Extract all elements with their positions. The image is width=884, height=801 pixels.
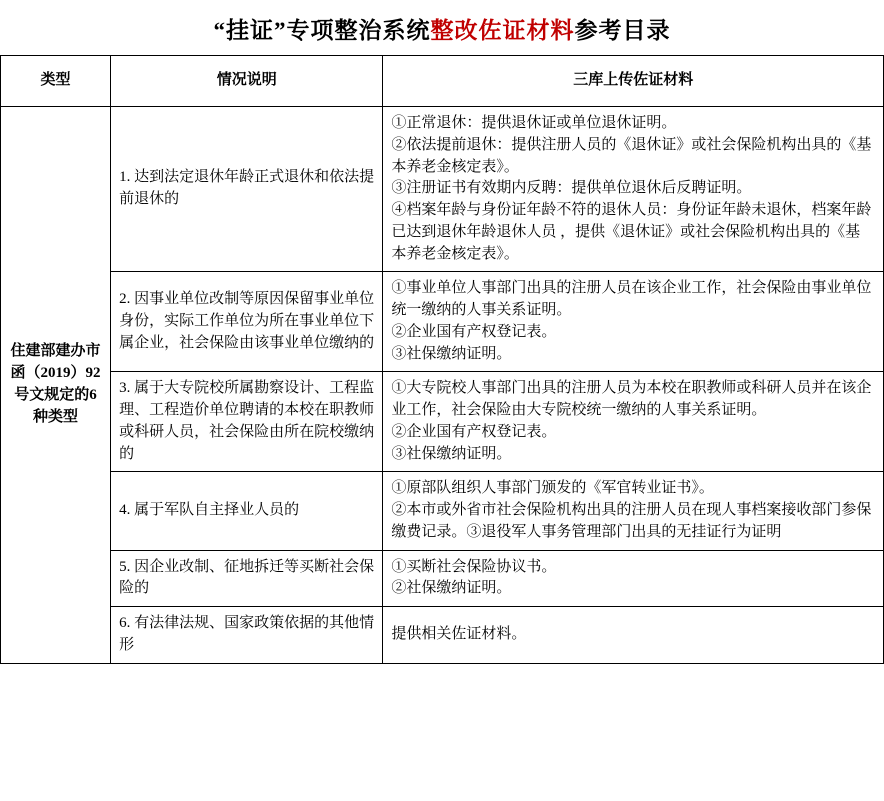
material-line: ①事业单位人事部门出具的注册人员在该企业工作，社会保险由事业单位统一缴纳的人事关系证明。 [391, 280, 872, 318]
table-row [1, 550, 884, 607]
row-description: 2. 因事业单位改制等原因保留事业单位身份，实际工作单位为所在事业单位下属企业，社会保险由该事业单位缴纳的 [111, 272, 383, 372]
column-header-type: 类型 [1, 56, 111, 107]
title-after: 参考目录 [574, 18, 671, 43]
table-row [1, 107, 884, 272]
material-line: ①原部队组织人事部门颁发的《军官转业证书》。 [391, 480, 714, 497]
material-line: ④档案年龄与身份证年龄不符的退休人员：身份证年龄未退休，档案年龄已达到退休年龄退休人员 ，提供《退休证》或社会保险机构出具的《基本养老金核定表》。 [391, 202, 872, 262]
material-line: ③注册证书有效期内反聘：提供单位退休后反聘证明。 [391, 180, 752, 197]
row-materials [383, 272, 884, 372]
material-line: ③社保缴纳证明。 [391, 345, 512, 362]
row-description: 6. 有法律法规、国家政策依据的其他情形 [111, 607, 383, 664]
table-row [1, 272, 884, 372]
evidence-table [0, 55, 884, 664]
material-line: 提供相关佐证材料。 [391, 625, 527, 642]
row-description: 4. 属于军队自主择业人员的 [111, 472, 383, 550]
row-description: 3. 属于大专院校所属勘察设计、工程监理、工程造价单位聘请的本校在职教师或科研人员，社会保险由所在院校缴纳的 [111, 372, 383, 472]
row-description: 5. 因企业改制、征地拆迁等买断社会保险的 [111, 550, 383, 607]
material-line: ②社保缴纳证明。 [391, 580, 512, 597]
table-row [1, 472, 884, 550]
row-materials [383, 107, 884, 272]
column-header-materials: 三库上传佐证材料 [383, 56, 884, 107]
page-title [0, 0, 884, 55]
table-row [1, 607, 884, 664]
row-materials [383, 550, 884, 607]
title-accent: 整改佐证材料 [430, 18, 575, 43]
title-before: “挂证”专项整治系统 [213, 18, 431, 43]
table-header [1, 56, 884, 107]
column-header-description: 情况说明 [111, 56, 383, 107]
table-row [1, 372, 884, 472]
material-line: ②依法提前退休：提供注册人员的《退休证》或社会保险机构出具的《基本养老金核定表》。 [391, 136, 872, 175]
material-line: ②企业国有产权登记表。 [391, 323, 557, 340]
material-line: ②企业国有产权登记表。 [391, 423, 557, 440]
material-line: ①买断社会保险协议书。 [391, 558, 557, 575]
material-line: ③社保缴纳证明。 [391, 445, 512, 462]
row-description: 1. 达到法定退休年龄正式退休和依法提前退休的 [111, 107, 383, 272]
type-category-cell: 住建部建办市函（2019）92号文规定的6种类型 [1, 107, 111, 664]
table-header-row [1, 56, 884, 107]
row-materials [383, 607, 884, 664]
material-line: ②本市或外省市社会保险机构出具的注册人员在现人事档案接收部门参保缴费记录。③退役军人事务管理部门出具的无挂证行为证明 [391, 502, 872, 540]
row-materials [383, 372, 884, 472]
row-materials [383, 472, 884, 550]
table-body [1, 107, 884, 664]
material-line: ①大专院校人事部门出具的注册人员为本校在职教师或科研人员并在该企业工作，社会保险由大专院校统一缴纳的人事关系证明。 [391, 380, 872, 418]
material-line: ①正常退休：提供退休证或单位退休证明。 [391, 115, 677, 131]
